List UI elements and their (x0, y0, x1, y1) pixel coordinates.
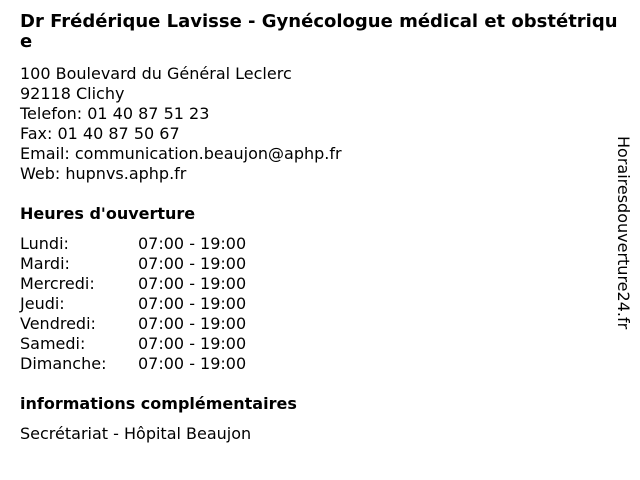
address-line-street: 100 Boulevard du Général Leclerc (20, 64, 292, 83)
hours-row-sunday (20, 354, 246, 374)
day-label: Mardi: (20, 254, 70, 273)
email-address: Email: communication.beaujon@aphp.fr (20, 144, 342, 163)
fax-number: Fax: 01 40 87 50 67 (20, 124, 180, 143)
time-range: 07:00 - 19:00 (138, 314, 247, 333)
hours-row-monday (20, 234, 246, 254)
day-label: Dimanche: (20, 354, 107, 373)
day-label: Vendredi: (20, 314, 96, 333)
page-title: Dr Frédérique Lavisse - Gynécologue médical et obstétrique (20, 11, 618, 52)
time-range: 07:00 - 19:00 (138, 254, 247, 273)
website: Web: hupnvs.aphp.fr (20, 164, 187, 183)
hours-row-saturday (20, 334, 246, 354)
day-label: Mercredi: (20, 274, 95, 293)
time-range: 07:00 - 19:00 (138, 354, 247, 373)
time-range: 07:00 - 19:00 (138, 334, 247, 353)
day-label: Samedi: (20, 334, 86, 353)
time-range: 07:00 - 19:00 (138, 234, 247, 253)
opening-hours-table (20, 234, 246, 374)
phone-number: Telefon: 01 40 87 51 23 (20, 104, 210, 123)
additional-info-heading: informations complémentaires (20, 394, 297, 413)
hours-row-tuesday (20, 254, 246, 274)
hours-row-wednesday (20, 274, 246, 294)
contact-block (20, 64, 342, 184)
additional-info-text: Secrétariat - Hôpital Beaujon (20, 424, 252, 443)
opening-hours-heading: Heures d'ouverture (20, 204, 196, 223)
hours-row-thursday (20, 294, 246, 314)
hours-row-friday (20, 314, 246, 334)
time-range: 07:00 - 19:00 (138, 294, 247, 313)
time-range: 07:00 - 19:00 (138, 274, 247, 293)
day-label: Lundi: (20, 234, 69, 253)
address-line-city: 92118 Clichy (20, 84, 125, 103)
day-label: Jeudi: (20, 294, 65, 313)
site-watermark: Horairesdouverture24.fr (614, 136, 633, 330)
